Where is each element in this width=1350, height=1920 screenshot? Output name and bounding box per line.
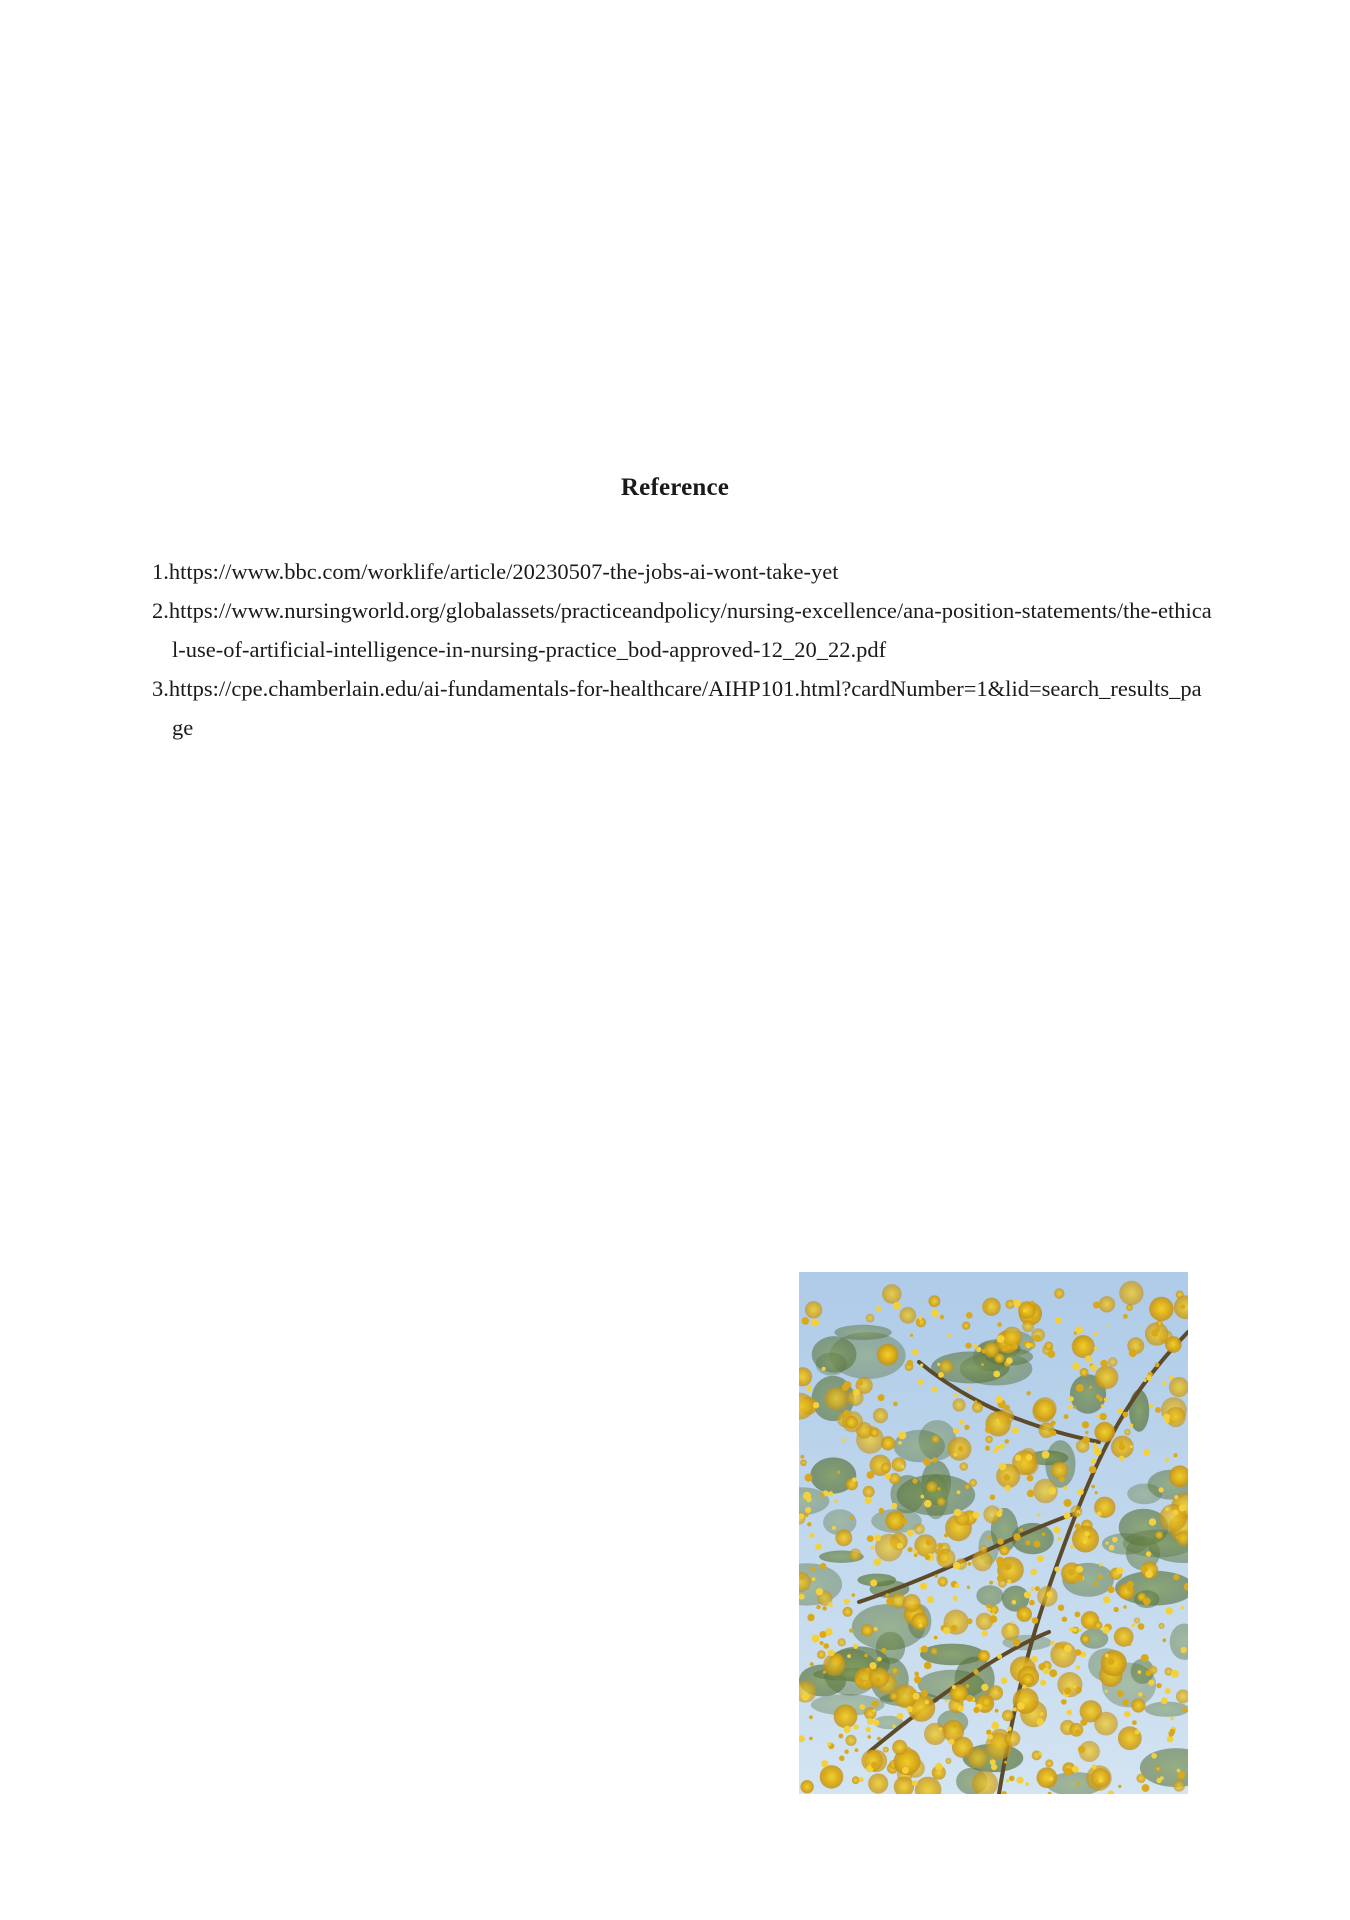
reference-item-3: 3.https://cpe.chamberlain.edu/ai-fundamentals-for-healthcare/AIHP101.html?cardNumber=1&lid=search_results_page [152, 676, 1202, 740]
mimosa-photo-art [799, 1272, 1188, 1794]
reference-item-1: 1.https://www.bbc.com/worklife/article/20230507-the-jobs-ai-wont-take-yet [152, 559, 839, 584]
reference-list [152, 552, 1212, 747]
mimosa-photo [799, 1272, 1188, 1794]
reference-item-2: 2.https://www.nursingworld.org/globalassets/practiceandpolicy/nursing-excellence/ana-position-statements/the-ethical-use-of-artificial-intelligence-in-nursing-practice_bod-approved-12_20_22.pdf [152, 598, 1212, 662]
page-title: Reference [620, 474, 730, 501]
